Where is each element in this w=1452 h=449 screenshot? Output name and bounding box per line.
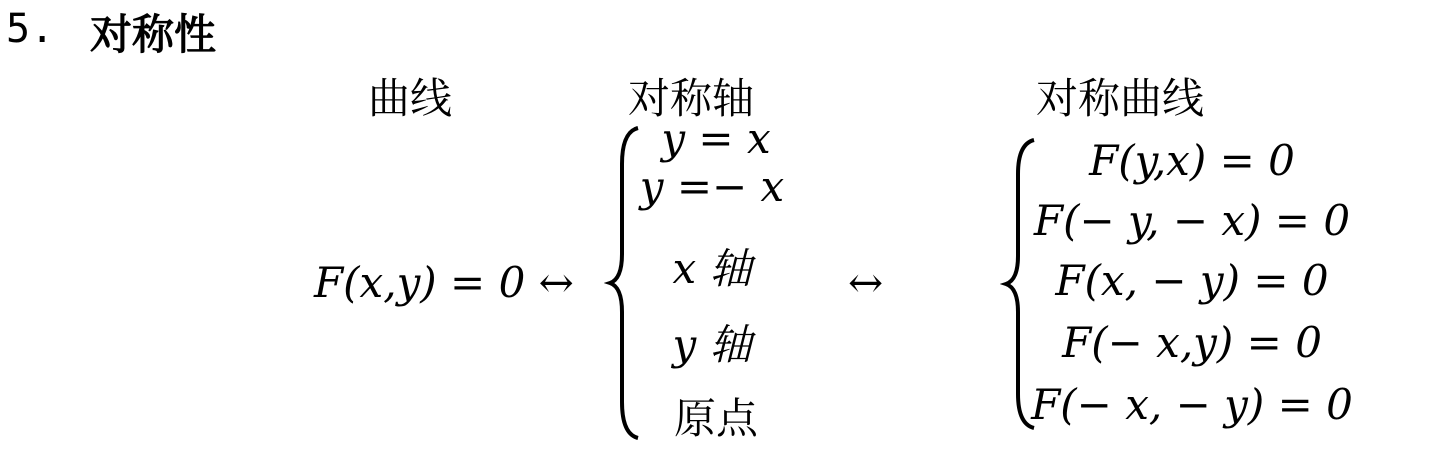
column-header-axis: 对称轴 <box>628 74 755 123</box>
axis-item: x 轴 <box>672 244 752 293</box>
axis-item: y =− x <box>639 162 785 211</box>
axis-item: y 轴 <box>672 320 752 369</box>
symmetric-curve-item: F(− x, − y) = 0 <box>1031 380 1353 429</box>
section-title: 对称性 <box>90 10 217 59</box>
symmetric-curve-item: F(− x,y) = 0 <box>1062 318 1322 367</box>
column-header-curve: 曲线 <box>368 74 453 123</box>
axis-item: 原点 <box>673 394 759 443</box>
left-brace-axes <box>604 124 644 442</box>
column-header-symmetric-curve: 对称曲线 <box>1036 74 1205 123</box>
curve-equation: F(x,y) = 0 ↔ <box>314 258 574 307</box>
symmetric-curve-item: F(x, − y) = 0 <box>1055 256 1329 305</box>
axis-item: y = x <box>661 114 771 163</box>
middle-arrow: ↔ <box>848 258 884 307</box>
symmetric-curve-item: F(y,x) = 0 <box>1089 136 1295 185</box>
section-number: 5. <box>6 6 55 52</box>
symmetric-curve-item: F(− y, − x) = 0 <box>1033 196 1351 245</box>
